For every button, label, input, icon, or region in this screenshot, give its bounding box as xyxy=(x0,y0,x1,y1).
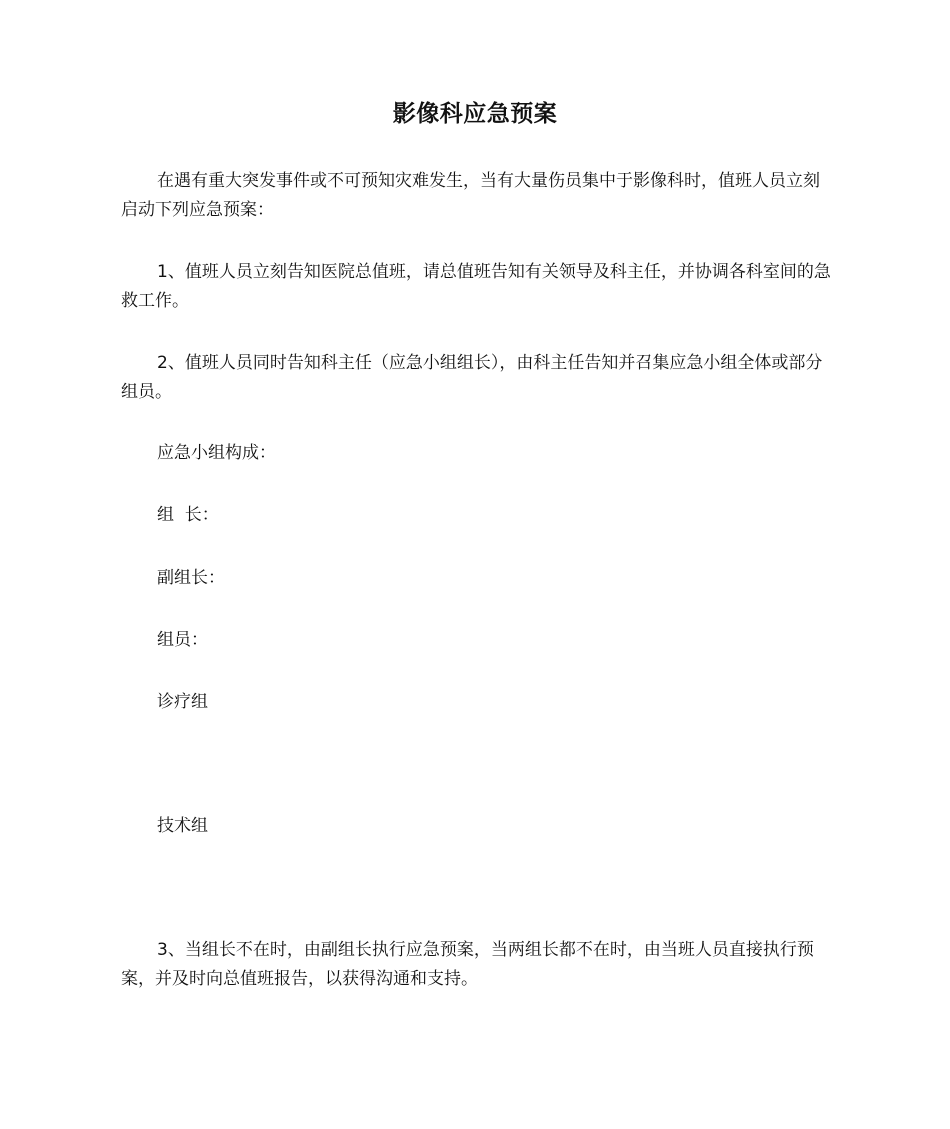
item-2-paragraph: 2、值班人员同时告知科主任（应急小组组长），由科主任告知并召集应急小组全体或部分组员。 xyxy=(121,353,823,402)
deputy-label: 副组长： xyxy=(157,568,225,588)
diagnosis-group-label: 诊疗组 xyxy=(157,692,208,712)
document-title: 影像科应急预案 xyxy=(392,101,558,127)
team-heading: 应急小组构成： xyxy=(157,443,276,463)
members-label: 组员： xyxy=(157,630,208,650)
intro-paragraph: 在遇有重大突发事件或不可预知灾难发生，当有大量伤员集中于影像科时，值班人员立刻启动下列应急预案： xyxy=(121,171,820,220)
tech-group-label: 技术组 xyxy=(157,816,208,836)
leader-label: 组 长： xyxy=(157,505,219,525)
item-3-paragraph: 3、当组长不在时，由副组长执行应急预案，当两组长都不在时，由当班人员直接执行预案，并及时向总值班报告，以获得沟通和支持。 xyxy=(121,940,814,989)
item-1-paragraph: 1、值班人员立刻告知医院总值班，请总值班告知有关领导及科主任，并协调各科室间的急救工作。 xyxy=(121,262,831,311)
